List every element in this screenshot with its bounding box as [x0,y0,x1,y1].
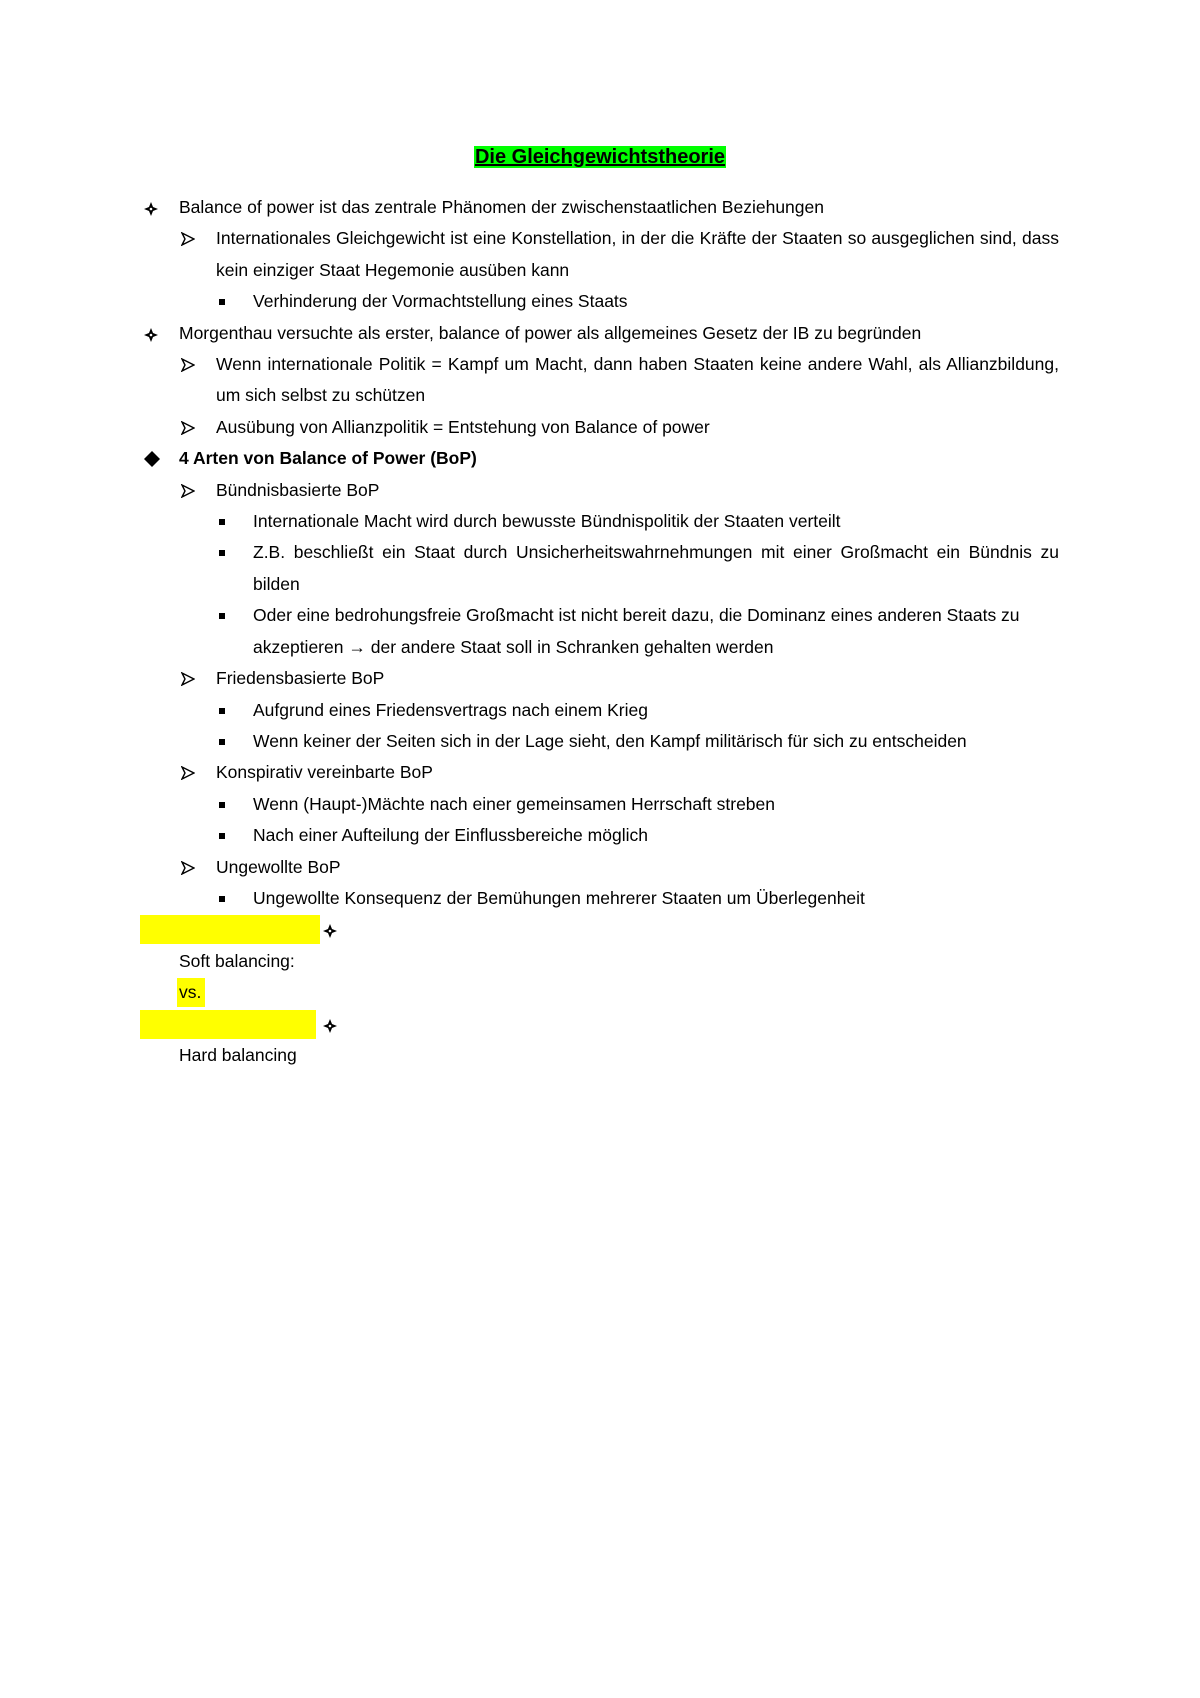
diamond-bullet-icon [323,1014,337,1034]
list-item: Z.B. beschließt ein Staat durch Unsicherheitswahrnehmungen mit einer Großmacht ein Bündnis zu bilden [0,537,1200,600]
list-item: Friedensbasierte BoP [0,663,1200,694]
diamond-bullet-icon [323,919,337,939]
arrow-bullet-icon [181,475,195,506]
list-item: Wenn (Haupt-)Mächte nach einer gemeinsamen Herrschaft streben [0,789,1200,820]
list-item: Wenn keiner der Seiten sich in der Lage sieht, den Kampf militärisch für sich zu entscheiden [0,726,1200,757]
highlight-background [140,915,320,944]
arrow-bullet-icon [181,757,195,788]
square-bullet-icon [218,820,224,851]
page-title: Die Gleichgewichtstheorie [474,146,726,168]
list-item: Konspirativ vereinbarte BoP [0,757,1200,788]
list-item: Bündnisbasierte BoP [0,475,1200,506]
square-bullet-icon [218,789,224,820]
list-item-highlighted: vs. [0,977,1200,1008]
document-body [0,192,1200,1071]
list-item: Verhinderung der Vormachtstellung eines Staats [0,286,1200,317]
list-item: Internationale Macht wird durch bewusste Bündnispolitik der Staaten verteilt [0,506,1200,537]
list-item: Aufgrund eines Friedensvertrags nach einem Krieg [0,695,1200,726]
square-bullet-icon [218,883,224,914]
list-item: Wenn internationale Politik = Kampf um Macht, dann haben Staaten keine andere Wahl, als Allianzbildung, um sich selbst zu schützen [0,349,1200,412]
list-item-highlighted: Soft balancing: [0,914,1200,977]
arrow-bullet-icon [181,412,195,443]
solid-diamond-bullet-icon [144,443,160,474]
square-bullet-icon [218,286,224,317]
right-arrow-icon: → [348,636,366,657]
list-item: Oder eine bedrohungsfreie Großmacht ist nicht bereit dazu, die Dominanz eines anderen Staats zu akzeptieren → der andere Staat soll in Schranken gehalten werden [0,600,1200,663]
arrow-bullet-icon [181,223,195,254]
list-item-highlighted: Hard balancing [0,1009,1200,1072]
list-item: Nach einer Aufteilung der Einflussbereiche möglich [0,820,1200,851]
diamond-bullet-icon [144,318,158,349]
highlight-background [140,1010,316,1039]
square-bullet-icon [218,695,224,726]
diamond-bullet-icon [144,192,158,223]
square-bullet-icon [218,537,224,568]
square-bullet-icon [218,600,224,631]
square-bullet-icon [218,506,224,537]
list-item: Ausübung von Allianzpolitik = Entstehung von Balance of power [0,412,1200,443]
list-item: Ungewollte Konsequenz der Bemühungen mehrerer Staaten um Überlegenheit [0,883,1200,914]
arrow-bullet-icon [181,349,195,380]
arrow-bullet-icon [181,852,195,883]
list-item: Morgenthau versuchte als erster, balance of power als allgemeines Gesetz der IB zu begründen [0,318,1200,349]
list-item: 4 Arten von Balance of Power (BoP) [0,443,1200,474]
list-item: Balance of power ist das zentrale Phänomen der zwischenstaatlichen Beziehungen [0,192,1200,223]
list-item: Ungewollte BoP [0,852,1200,883]
square-bullet-icon [218,726,224,757]
arrow-bullet-icon [181,663,195,694]
list-item: Internationales Gleichgewicht ist eine Konstellation, in der die Kräfte der Staaten so ausgeglichen sind, dass kein einziger Staat Hegemonie ausüben kann [0,223,1200,286]
